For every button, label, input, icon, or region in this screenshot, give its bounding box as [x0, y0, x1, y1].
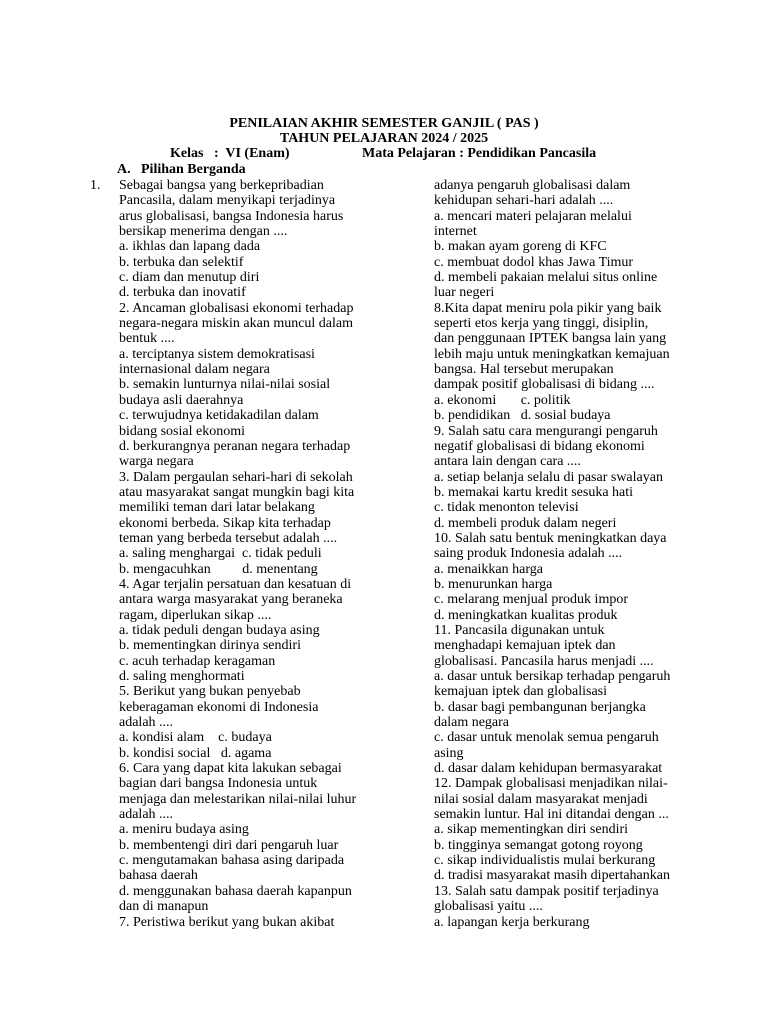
text-line: globalisasi yaitu ....: [434, 899, 543, 915]
text-line: adanya pengaruh globalisasi dalam: [434, 178, 631, 193]
text-line: b. pendidikan d. sosial budaya: [434, 408, 611, 424]
text-line: 9. Salah satu cara mengurangi pengaruh: [434, 423, 658, 439]
text-line: asing: [434, 745, 464, 761]
subject-info: Mata Pelajaran : Pendidikan Pancasila: [362, 146, 597, 161]
text-line: a. lapangan kerja berkurang: [434, 914, 590, 930]
text-line: c. diam dan menutup diri: [119, 270, 260, 286]
text-line: b. kondisi social d. agama: [119, 745, 272, 761]
text-line: bagian dari bangsa Indonesia untuk: [119, 776, 318, 792]
text-line: adalah ....: [119, 715, 174, 731]
text-line: b. tingginya semangat gotong royong: [434, 837, 643, 853]
text-line: 7. Peristiwa berikut yang bukan akibat: [119, 914, 335, 930]
text-line: a. mencari materi pelajaran melalui: [434, 208, 632, 224]
text-line: 4. Agar terjalin persatuan dan kesatuan di: [119, 576, 352, 592]
text-line: globalisasi. Pancasila harus menjadi ....: [434, 653, 654, 669]
text-line: ragam, diperlukan sikap ....: [119, 607, 272, 623]
text-line: c. mengutamakan bahasa asing daripada: [119, 853, 345, 869]
text-line: d. dasar dalam kehidupan bermasyarakat: [434, 761, 663, 777]
text-line: dan penggunaan IPTEK bangsa lain yang: [434, 331, 667, 347]
text-line: a. meniru budaya asing: [119, 822, 249, 838]
text-line: luar negeri: [434, 285, 495, 301]
text-line: dan di manapun: [119, 899, 209, 915]
text-line: 13. Salah satu dampak positif terjadinya: [434, 883, 659, 899]
text-line: c. membuat dodol khas Jawa Timur: [434, 254, 634, 270]
text-line: saing produk Indonesia adalah ....: [434, 546, 623, 562]
text-line: keberagaman ekonomi di Indonesia: [119, 699, 319, 715]
text-line: bahasa daerah: [119, 868, 198, 884]
text-line: kehidupan sehari-hari adalah ....: [434, 193, 614, 209]
text-line: antara warga masyarakat yang beraneka: [119, 592, 343, 608]
text-line: a. setiap belanja selalu di pasar swalayan: [434, 469, 663, 485]
text-line: 12. Dampak globalisasi menjadikan nilai-: [434, 776, 668, 792]
text-line: c. sikap individualistis mulai berkurang: [434, 853, 656, 869]
text-line: c. melarang menjual produk impor: [434, 592, 628, 608]
text-line: lebih maju untuk meningkatkan kemajuan: [434, 346, 670, 362]
text-line: a. terciptanya sistem demokratisasi: [119, 346, 315, 362]
text-line: b. menurunkan harga: [434, 576, 553, 592]
text-line: budaya asli daerahnya: [119, 392, 244, 408]
text-line: dalam negara: [434, 715, 510, 731]
text-line: c. tidak menonton televisi: [434, 500, 579, 516]
text-line: warga negara: [119, 454, 194, 470]
text-line: d. berkurangnya peranan negara terhadap: [119, 438, 351, 454]
text-line: dampak positif globalisasi di bidang ....: [434, 377, 655, 393]
text-line: 2. Ancaman globalisasi ekonomi terhadap: [119, 300, 354, 316]
section-title: Pilihan Berganda: [141, 162, 246, 177]
text-line: arus globalisasi, bangsa Indonesia harus: [119, 208, 344, 224]
text-line: a. ekonomi c. politik: [434, 392, 571, 408]
text-line: 5. Berikut yang bukan penyebab: [119, 684, 301, 700]
text-line: a. kondisi alam c. budaya: [119, 730, 272, 746]
text-line: memiliki teman dari latar belakang: [119, 500, 315, 516]
text-line: bangsa. Hal tersebut merupakan: [434, 362, 614, 378]
text-line: 10. Salah satu bentuk meningkatkan daya: [434, 530, 667, 546]
text-line: 11. Pancasila digunakan untuk: [434, 622, 605, 638]
text-line: nilai sosial dalam masyarakat menjadi: [434, 791, 648, 807]
text-line: bersikap menerima dengan ....: [119, 224, 288, 240]
left-column: [119, 178, 419, 930]
text-line: a. tidak peduli dengan budaya asing: [119, 622, 320, 638]
text-line: b. makan ayam goreng di KFC: [434, 239, 607, 255]
right-column: [434, 178, 734, 930]
text-line: d. membeli pakaian melalui situs online: [434, 270, 658, 286]
text-line: menghadapi kemajuan iptek dan: [434, 638, 616, 654]
text-line: b. mengacuhkan d. menentang: [119, 561, 318, 577]
text-line: d. membeli produk dalam negeri: [434, 515, 617, 531]
text-line: bentuk ....: [119, 331, 175, 347]
text-line: teman yang berbeda tersebut adalah ....: [119, 530, 338, 546]
text-line: a. saling menghargai c. tidak peduli: [119, 546, 322, 562]
text-line: atau masyarakat sangat mungkin bagi kita: [119, 484, 355, 500]
text-line: b. dasar bagi pembangunan berjangka: [434, 699, 646, 715]
text-line: seperti etos kerja yang tinggi, disiplin,: [434, 316, 649, 332]
text-line: internasional dalam negara: [119, 362, 270, 378]
text-line: a. sikap mementingkan diri sendiri: [434, 822, 629, 838]
text-line: b. mementingkan dirinya sendiri: [119, 638, 301, 654]
text-line: ekonomi berbeda. Sikap kita terhadap: [119, 515, 331, 531]
text-line: d. saling menghormati: [119, 669, 245, 684]
section-letter: A.: [117, 162, 131, 177]
text-line: 6. Cara yang dapat kita lakukan sebagai: [119, 761, 342, 777]
text-line: d. menggunakan bahasa daerah kapanpun: [119, 883, 352, 899]
text-line: bidang sosial ekonomi: [119, 423, 245, 439]
text-line: a. ikhlas dan lapang dada: [119, 239, 261, 255]
text-line: kemajuan iptek dan globalisasi: [434, 684, 608, 700]
class-info: Kelas : VI (Enam): [170, 146, 290, 161]
text-line: a. menaikkan harga: [434, 561, 543, 577]
text-line: d. tradisi masyarakat masih dipertahankan: [434, 868, 670, 884]
academic-year: TAHUN PELAJARAN 2024 / 2025: [279, 131, 489, 146]
question-number-1: 1.: [90, 178, 101, 193]
exam-title: PENILAIAN AKHIR SEMESTER GANJIL ( PAS ): [229, 116, 539, 131]
text-line: 3. Dalam pergaulan sehari-hari di sekolah: [119, 469, 353, 485]
text-line: Pancasila, dalam menyikapi terjadinya: [119, 193, 336, 209]
text-line: internet: [434, 224, 477, 240]
text-line: menjaga dan melestarikan nilai-nilai luhur: [119, 791, 357, 807]
text-line: c. acuh terhadap keragaman: [119, 653, 276, 669]
text-line: semakin luntur. Hal ini ditandai dengan ...: [434, 807, 669, 823]
text-line: antara lain dengan cara ....: [434, 454, 581, 470]
text-line: negatif globalisasi di bidang ekonomi: [434, 438, 645, 454]
text-line: Sebagai bangsa yang berkepribadian: [119, 178, 324, 193]
text-line: negara-negara miskin akan muncul dalam: [119, 316, 354, 332]
text-line: b. terbuka dan selektif: [119, 254, 244, 270]
text-line: b. membentengi diri dari pengaruh luar: [119, 837, 339, 853]
text-line: d. terbuka dan inovatif: [119, 285, 246, 301]
text-line: a. dasar untuk bersikap terhadap pengaruh: [434, 669, 671, 684]
text-line: adalah ....: [119, 807, 174, 823]
text-line: c. dasar untuk menolak semua pengaruh: [434, 730, 659, 746]
text-line: 8.Kita dapat meniru pola pikir yang baik: [434, 300, 662, 316]
section-heading: [117, 162, 246, 178]
text-line: c. terwujudnya ketidakadilan dalam: [119, 408, 319, 424]
text-line: b. semakin lunturnya nilai-nilai sosial: [119, 377, 331, 393]
text-line: d. meningkatkan kualitas produk: [434, 607, 618, 623]
text-line: b. memakai kartu kredit sesuka hati: [434, 484, 634, 500]
